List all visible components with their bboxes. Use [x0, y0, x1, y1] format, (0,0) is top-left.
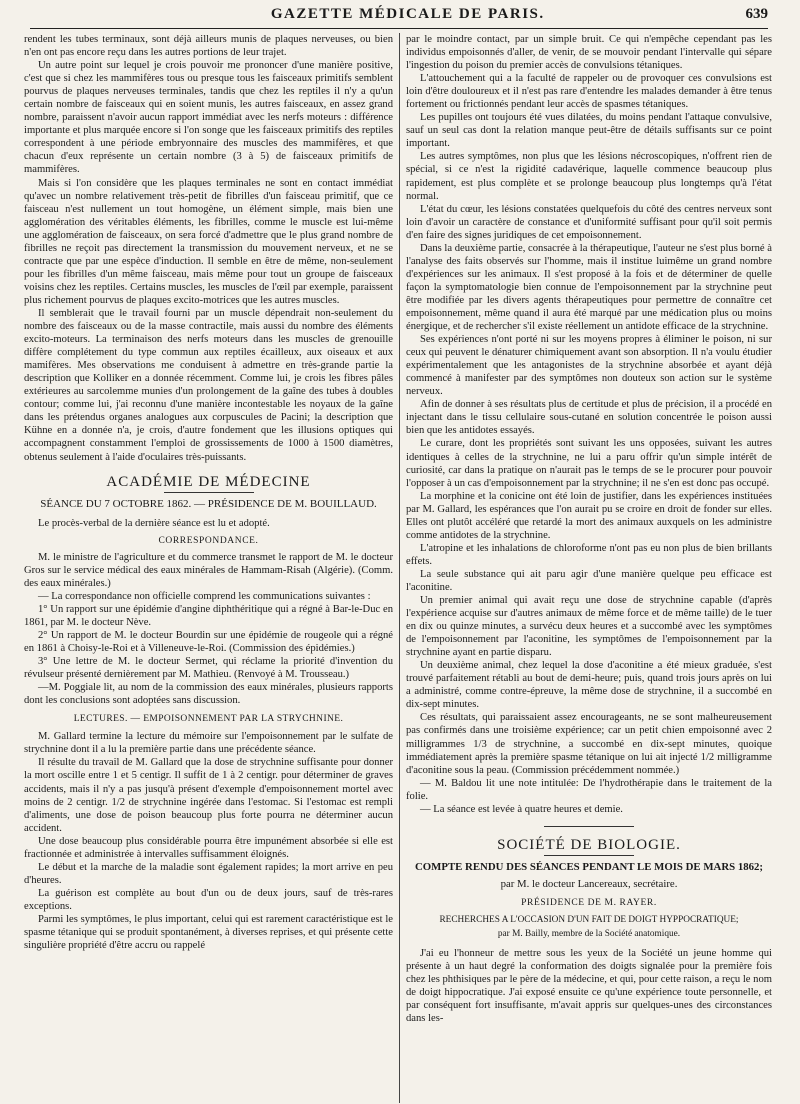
paragraph: Les pupilles ont toujours été vues dilatées, du moins pendant l'attaque convulsive, sauf un seul cas dont la relation manque peut-être de détails suffisants sur ce point important. [406, 112, 772, 150]
paragraph: Un autre point sur lequel je crois pouvoir me prononcer d'une manière positive, c'est que si chez les mammifères tous ou presque tous les faisceaux primitifs semblent pourvus de plaques nerveuses terminales, tandis que chez les reptiles il n'y a qu'un certain nombre de faisceaux qui en soient munis, les autres faisceaux, en assez grand nombre, paraissent n'avoir aucun rapport immédiat avec les nerfs moteurs : différence importante et plus marquée encore si l'on songe que les faisceaux primitifs des reptiles correspondent à une période embryonnaire des muscles des mammifères, et que chacun d'eux représente un certain nombre (3 à 5) de faisceaux primitifs de mammifères. [24, 60, 393, 176]
recherches-line-2: par M. Bailly, membre de la Société anatomique. [497, 929, 681, 940]
journal-title: GAZETTE MÉDICALE DE PARIS. [270, 6, 545, 22]
paragraph: par le moindre contact, par un simple bruit. Ce qui n'empêche cependant pas les individus empoisonnés d'aller, de venir, de se mouvoir pendant l'intervalle qui sépare l'ingestion du poison du premier accès de convulsions tétaniques. [406, 34, 772, 72]
societe-title: SOCIÉTÉ DE BIOLOGIE. [497, 836, 681, 853]
compte-rendu-line-2: par M. le docteur Lancereaux, secrétaire. [500, 877, 678, 890]
paragraph: Un deuxième animal, chez lequel la dose d'aconitine a été mieux graduée, s'est trouvé parfaitement rétabli au bout de demi-heure; puis, quand trois jours après on lui a administré, comme contre-épreuve, la même dose de strychnine, il a succombé en dix-sept minutes. [406, 660, 772, 711]
paragraph: Un premier animal qui avait reçu une dose de strychnine capable (d'après l'expérience acquise sur d'autres animaux de même force et de même taille) de le tuer en dix ou quinze minutes, a survécu deux heures et a succombé avec les symptômes de l'empoisonnement par l'aconitine, les symptômes de l'empoisonnement par la strychnine ayant en partie disparu. [406, 595, 772, 659]
academie-title: ACADÉMIE DE MÉDECINE [106, 473, 311, 490]
left-column [22, 33, 400, 1103]
paragraph: Ses expériences n'ont porté ni sur les moyens propres à éliminer le poison, ni sur ceux qui peuvent le dénaturer chimiquement avant son absorption. Il n'a voulu étudier expérimentalement que les antagonistes de la strychnine absorbée et ayant déjà commencé à manifester par des symptômes non douteux son action sur le système nerveux. [406, 334, 772, 398]
paragraph: Ces résultats, qui paraissaient assez encourageants, ne se sont malheureusement pas confirmés dans une troisième expérience; car un petit chien empoisonné avec 2 milligrammes 1/3 de strychnine, a succombé en dix-sept minutes, quoique immédiatement après la première spasme tétanique on lui ait injecté 1/2 milligramme d'aconitine sous la peau. (Commission précédemment nommée.) [406, 712, 772, 776]
paragraph: La guérison est complète au bout d'un ou de deux jours, sauf de très-rares exceptions. [24, 887, 393, 912]
paragraph: —M. Poggiale lit, au nom de la commission des eaux minérales, plusieurs rapports dont les conclusions sont adoptées sans discussion. [24, 682, 393, 707]
paragraph: Le curare, dont les propriétés sont suivant les uns opposées, suivant les autres identiques à celles de la strychnine, ne lui a paru offrir qu'un simple intérêt de curiosité, car dans la pratique on n'aurait pas le temps de se le procurer pour pouvoir l'opposer à un cas d'empoisonnement par la strychnine; il ne s'en est donc pas occupé. [406, 438, 772, 489]
paragraph: Dans la deuxième partie, consacrée à la thérapeutique, l'auteur ne s'est plus borné à l'analyse des faits observés sur l'homme, mais il institue luimême un grand nombre d'expériences sur les animaux. Il s'est proposé à la fois et de déterminer de quelle façon la symptomatologie bien connue de l'empoisonnement par la strychnine peut être modifiée par les divers agents thérapeutiques pour permettre de connaître cet empoisonnement, même quand il aura été marqué par une médication plus ou moins énergique, et de rechercher s'il existe réellement un antidote efficace de la strychnine. [406, 242, 772, 333]
paragraph: La seule substance qui ait paru agir d'une manière quelque peu efficace est l'aconitine. [406, 568, 772, 593]
paragraph: Il résulte du travail de M. Gallard que la dose de strychnine suffisante pour donner la mort oscille entre 1 et 5 centigr. Il suffit de 1 à 2 centigr. pour déterminer de graves accidents, mais il n'y a pas jusqu'à présent d'exemple d'empoisonnement mortel avec moins de 2 centigr. 1/2 de strychnine ingérée dans l'estomac. Si l'estomac est rempli d'aliments, une dose de poison beaucoup plus forte pourra ne déterminer aucun accident. [24, 757, 393, 834]
paragraph: La morphine et la conicine ont été loin de justifier, dans les expériences instituées par M. Gallard, les espérances que l'on aurait pu se croire en droit de fonder sur elles. Elles ont plutôt accéléré que retardé la mort des animaux auxquels on les administre comme antidotes de la strychnine. [406, 490, 772, 541]
paragraph: 1° Un rapport sur une épidémie d'angine diphthéritique qui a régné à Bar-le-Duc en 1861, par M. le docteur Nève. [24, 603, 393, 628]
paragraph: Mais si l'on considère que les plaques terminales ne sont en contact immédiat qu'avec un nombre relativement très-petit de fibrilles d'un faisceau primitif, que ce faisceau n'est nullement un tout homogène, un élément simple, mais bien une agglomération des véritables éléments, les fibrilles, comme le muscle est lui-même une agglomération de faisceaux, on sera forcé d'admettre que le plus grand nombre de fibrilles ne reçoit pas directement la transmission du mouvement nerveux, et ne se contracte que par une espèce d'induction. Il semble en être de même, non-seulement pour les fibrilles d'un même faisceau, mais même pour tout un groupe de faisceaux voisins chez les reptiles. Certains muscles, les muscles de l'œil par exemple, paraissent plus richement pourvus de plaques excito-motrices que les autres muscles. [24, 177, 393, 306]
paragraph: M. Gallard termine la lecture du mémoire sur l'empoisonnement par le sulfate de strychnine dont il a lu la première partie dans une précédente séance. [24, 731, 393, 756]
paragraph: Le début et la marche de la maladie sont également rapides; la mort arrive en peu d'heures. [24, 861, 393, 886]
compte-rendu-line-1: COMPTE RENDU DES SÉANCES PENDANT LE MOIS DE MARS 1862; [414, 860, 764, 873]
seance-line: SÉANCE DU 7 OCTOBRE 1862. — PRÉSIDENCE DE M. BOUILLAUD. [40, 497, 377, 510]
columns [22, 33, 778, 1103]
paragraph: L'atropine et les inhalations de chloroforme n'ont pas eu non plus de bien brillants effets. [406, 542, 772, 567]
lectures-heading: LECTURES. — EMPOISONNEMENT PAR LA STRYCHNINE. [73, 714, 344, 725]
page-number: 639 [745, 6, 768, 22]
page-header [30, 6, 768, 29]
paragraph: Une dose beaucoup plus considérable pourra être impunément absorbée si elle est fractionnée et administrée à intervalles suffisamment éloignés. [24, 835, 393, 860]
paragraph: L'état du cœur, les lésions constatées quelquefois du côté des centres nerveux sont loin d'avoir un caractère de constance et d'uniformité suffisant pour qu'il soit permis d'en faire des signes juridiques de cet empoisonnement. [406, 203, 772, 241]
paragraph: Le procès-verbal de la dernière séance est lu et adopté. [38, 517, 270, 529]
paragraph: J'ai eu l'honneur de mettre sous les yeux de la Société un jeune homme qui présente à un haut degré la conformation des doigts signalée pour la première fois chez les phthisiques par le père de la médecine, et qui, pour cette raison, a reçu le nom de doigt hippocratique. J'ai exposé ensuite ce qu'une expérience toute personnelle, et par conséquent fort insuffisante, m'avait appris sur quelques-unes des circonstances dans les- [406, 948, 772, 1025]
paragraph: Il semblerait que le travail fourni par un muscle dépendrait non-seulement du nombre des faisceaux ou de la masse contractile, mais aussi du nombre des éléments excito-moteurs. La terminaison des nerfs moteurs dans les muscles de grenouille diffère complétement du type commun aux reptiles écailleux, aux oiseaux et aux mamifères. Mes observations me conduisent à admettre en très-grande partie la description que Kolliker en a donnée récemment. Comme lui, je crois les fibres pâles extérieures au sarcolemme munies d'un prolongement de la gaîne des tubes à doubles contour; comme lui, j'ai reconnu d'une manière incontestable les noyaux de la gaîne dans les prétendus organes analogues aux corpuscules de Pacini; la description que Kühne en a donnée n'a, je crois, d'autre fondement que les illusions optiques qui accompagnent constamment l'emploi de grossissements de 1000 à 1500 diamètres, obtenus seulement à l'aide d'oculaires très-puissants. [24, 307, 393, 463]
paragraph: — La correspondance non officielle comprend les communications suivantes : [38, 590, 371, 602]
divider [544, 855, 634, 856]
paragraph: — M. Baldou lit une note intitulée: De l'hydrothérapie dans le traitement de la folie. [406, 777, 772, 802]
divider [544, 826, 634, 827]
divider [164, 492, 254, 493]
correspondance-heading: CORRESPONDANCE. [158, 535, 259, 546]
presidence-line: PRÉSIDENCE DE M. RAYER. [521, 897, 657, 908]
paragraph: — La séance est levée à quatre heures et demie. [420, 803, 623, 815]
paragraph: Les autres symptômes, non plus que les lésions nécroscopiques, n'offrent rien de spécial, si ce n'est la rigidité cadavérique, laquelle commence beaucoup plus rapidement, est plus complète et se prolonge beaucoup plus longtemps qu'à l'état normal. [406, 151, 772, 202]
right-column [400, 33, 778, 1103]
paragraph: Parmi les symptômes, le plus important, celui qui est rarement caractéristique est le spasme tétanique qui se produit spontanément, à diverses reprises, et qui présente cette singulière propriété d'être accru ou rappelé [24, 914, 393, 952]
paragraph: Afin de donner à ses résultats plus de certitude et plus de précision, il a procédé en injectant dans le tissu cellulaire sous-cutané en solution concentrée le poison aussi bien que les antidotes essayés. [406, 399, 772, 437]
paragraph: rendent les tubes terminaux, sont déjà ailleurs munis de plaques nerveuses, ou bien n'en ont pas encore reçu dans les autres portions de leur trajet. [24, 34, 393, 59]
paragraph: M. le ministre de l'agriculture et du commerce transmet le rapport de M. le docteur Gros sur le service médical des eaux minérales de Hammam-Risah (Algérie). (Comm. des eaux minérales.) [24, 551, 393, 589]
paragraph: 2° Un rapport de M. le docteur Bourdin sur une épidémie de rougeole qui a régné en 1861 à Choisy-le-Roi et à Villeneuve-le-Roi. (Commission des épidémies.) [24, 630, 393, 655]
recherches-line-1: RECHERCHES A L'OCCASION D'UN FAIT DE DOIGT HYPPOCRATIQUE; [439, 915, 739, 925]
paragraph: 3° Une lettre de M. le docteur Sermet, qui réclame la priorité d'invention du révulseur présenté dernièrement par M. Mathieu. (Renvoyé à M. Trousseau.) [24, 656, 393, 681]
paragraph: L'attouchement qui a la faculté de rappeler ou de provoquer ces convulsions est loin d'être douloureux et il n'est pas rare d'entendre les malades demander à être tenus fortement ou frictionnés pendant leur accès de spasmes tétaniques. [406, 73, 772, 111]
